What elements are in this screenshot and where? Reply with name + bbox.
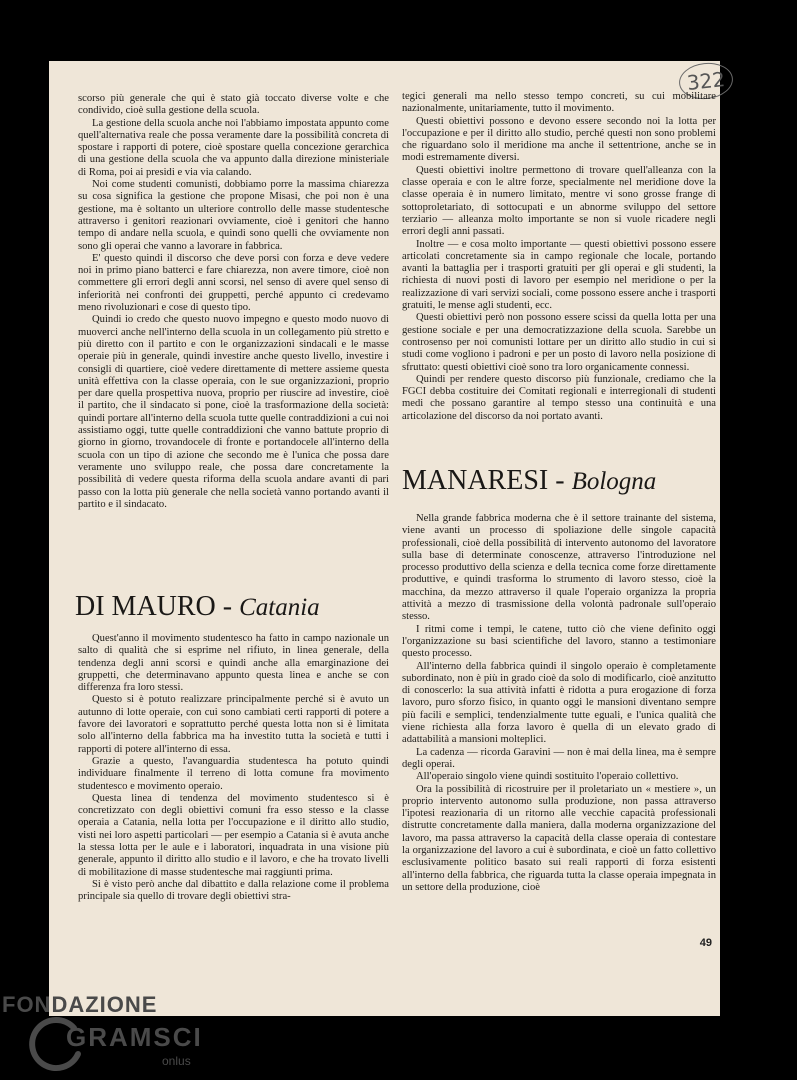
paragraph: Questa linea di tendenza del movimento studentesco si è concretizzato con degli obiettivi comuni fra esso stesso e la classe operaia a Catania, nella lotta per l'occupazione e il diritto allo studio, visti nei loro aspetti particolari — per esempio a Catania si è avuta anche la stessa lotta per le aule e i laboratori, inquadrata in una visione più generale, appunto il diritto allo studio e il lavoro, e che ha trovato livelli di mobilitazione di masse studentesche mai raggiunti prima. (78, 792, 389, 878)
paragraph: Grazie a questo, l'avanguardia studentesca ha potuto quindi individuare finalmente il terreno di lotta comune fra movimento studentesco e movimento operaio. (78, 755, 389, 792)
heading-dash: - (215, 591, 240, 622)
watermark-name: GRAMSCI (66, 1022, 203, 1052)
paragraph: E' questo quindi il discorso che deve porsi con forza e deve vedere noi in primo piano batterci e fare chiarezza, non avere timore, cioè non commettere gli errori degli anni scorsi, nel senso di avere quel senso di inferiorità nei confronti dei gruppetti, perché appunto ci credevamo meno rivoluzionari e cose di questo tipo. (78, 252, 389, 314)
paragraph: Quindi per rendere questo discorso più funzionale, crediamo che la FGCI debba costituire dei Comitati regionali e interregionali di studenti medi che possano garantire al tempo stesso una continuità e una articolazione del discorso da noi portato avanti. (402, 373, 716, 422)
column-right-bottom (402, 513, 716, 894)
section-heading-manaresi (402, 465, 656, 498)
document-page (49, 61, 727, 1016)
paragraph: Nella grande fabbrica moderna che è il settore trainante del sistema, viene avanti un processo di spoliazione delle singole capacità professionali, cioè della possibilità di intervento autonomo del lavoratore sulla base di determinate conoscenze, attraverso l'introduzione nel processo produttivo della scienza e della tecnica come forze direttamente produttive, e quindi trasforma lo strumento di lavoro stesso, cioè la macchina, da mezzo attraverso il quale l'operaio organizza la propria attività a mezzo di trasmissione della volontà padronale sull'operaio stesso. (402, 513, 716, 623)
speaker-city: Catania (239, 594, 320, 621)
speaker-name: MANARESI (402, 465, 549, 496)
paragraph: All'interno della fabbrica quindi il singolo operaio è completamente subordinato, non è più in grado cioè da solo di modificarlo, cioè anzitutto di conoscerlo: la sua attività infatti è ridotta a pura erogazione di forza lavoro, puro sforzo fisico, in quanto oggi le mansioni diventano sempre più facili e semplici, tendenzialmente tutte eguali, e l'unica qualità che viene richiesta alla forza lavoro è quella di un elevato grado di adattabilità a mansioni molteplici. (402, 660, 716, 746)
heading-dash: - (548, 465, 572, 496)
column-left-top (78, 93, 389, 511)
paragraph: All'operaio singolo viene quindi sostituito l'operaio collettivo. (416, 771, 679, 783)
paragraph: Questi obiettivi possono e devono essere secondo noi la lotta per l'occupazione e per il diritto allo studio, perché questi non sono problemi che riguardano solo il meridione ma anche il settentrione, anche se in modi estremamente diversi. (402, 115, 716, 164)
speaker-name: DI MAURO (75, 591, 216, 622)
paragraph: Questo si è potuto realizzare principalmente perché si è avuto un autunno di lotte operaie, con cui sono cambiati certi rapporti di potere a favore dei lavoratori e soprattutto perché questa lotta non si è limitata solo all'interno della fabbrica ma ha investito tutta la società e tutti i rapporti di potere all'interno di essa. (78, 694, 389, 755)
section-heading-dimauro (75, 591, 320, 624)
column-right-top (402, 91, 716, 423)
speaker-city: Bologna (571, 468, 657, 495)
column-left-bottom (78, 633, 389, 904)
paragraph: La gestione della scuola anche noi l'abbiamo impostata appunto come quell'alternativa reale che possa veramente dare la possibilità concreta di spostare i rapporti di potere, cioè spostare quella concezione gerarchica di una gestione della scuola che va appunto dalla direzione ministeriale di Roma, poi ai presidi e via via calando. (78, 117, 389, 178)
paragraph: Quindi io credo che questo nuovo impegno e questo modo nuovo di muoverci anche nell'interno della scuola in un collegamento più stretto e più diretto con il partito e con le organizzazioni sindacali e le masse operaie più in generale, quindi investire anche questo livello, investire i consigli di quartiere, cioè vedere direttamente di mettere assieme questa unità effettiva con la classe operaia, con le sue organizzazioni, proprio per dare quella prospettiva nuova, proprio per riuscire ad investire, cioè il partito, che il sindacato si pone, cioè la trasformazione della società: quindi portare all'interno della scuola tutte quelle contraddizioni a cui noi assistiamo oggi, tutte quelle contraddizioni che vanno battute proprio di giorno in giorno, trovandocele di fronte e portandocele all'interno della scuola con un tipo di azione che secondo me è l'unica che possa dare veramente uno sviluppo reale, che possa dare concretamente la possibilità di vedere questa riforma della scuola andare avanti di pari passo con la lotta più generale che nella società vanno portando avanti il partito e il sindacato. (78, 314, 389, 510)
paragraph: La cadenza — ricorda Garavini — non è mai della linea, ma è sempre degli operai. (402, 746, 716, 770)
paragraph: Si è visto però anche dal dibattito e dalla relazione come il problema principale sia quello di trovare degli obiettivi stra- (78, 878, 389, 903)
paragraph: Questi obiettivi però non possono essere scissi da quella lotta per una gestione sociale e per una democratizzazione della scuola. Sarebbe un controsenso per noi comunisti lottare per un diritto allo studio in cui si studi come vogliono i padroni e per un posto di lavoro nella posizione di sfruttato: questi obiettivi cioè sono tra loro organicamente connessi. (402, 312, 716, 373)
paragraph: scorso più generale che qui è stato già toccato diverse volte e che condivido, cioè sulla gestione della scuola. (78, 93, 389, 117)
paragraph: I ritmi come i tempi, le catene, tutto ciò che viene definito oggi l'organizzazione su basi scientifiche del lavoro, stanno a testimoniare questo processo. (402, 623, 716, 660)
watermark-foundation: FONDAZIONE (2, 992, 158, 1017)
paragraph: Noi come studenti comunisti, dobbiamo porre la massima chiarezza su cosa significa la gestione che propone Misasi, che poi non è una gestione, ma è soltanto un ulteriore controllo delle masse studentesche attraverso i genitori reazionari ovviamente, cioè i genitori che hanno tempo di andare nella scuola, e quindi sono quelli che ovviamente non sono gli operai che vanno a lavorare in fabbrica. (78, 179, 389, 252)
paragraph: Questi obiettivi inoltre permettono di trovare quell'alleanza con la classe operaia e con le altre forze, specialmente nel meridione dove la classe operaia è in numero limitato, mentre vi sono grosse frange di sottoproletariato, di sottocupati e un abnorme sviluppo del settore terziario — alleanza molto importante se non si vuole ricadere negli errori degli anni passati. (402, 164, 716, 238)
watermark-suffix: onlus (162, 1054, 191, 1068)
paragraph: Inoltre — e cosa molto importante — questi obiettivi possono essere articolati concretamente sia in campo regionale che locale, portando avanti la battaglia per i trasporti gratuiti per gli operai e gli studenti, la richiesta di nuovi posti di lavoro per esempio nel meridione o per la realizzazione di vari servizi sociali, come possono essere anche i trasporti gratuiti, le mense agli studenti, ecc. (402, 238, 716, 312)
paragraph: Ora la possibilità di ricostruire per il proletariato un « mestiere », un proprio intervento autonomo sulla produzione, non passa attraverso l'ipotesi reazionaria di un ritorno alle vecchie capacità professionali distrutte concretamente dalla maniera, dalla moderna organizzazione del lavoro, ma passa attraverso la capacità della classe operaia di contestare la organizzazione del lavoro a cui è subordinata, e cioè un fatto collettivo esclusivamente politico basato sui reali rapporti di forza esistenti all'interno della fabbrica, che riguarda tutta la classe operaia impegnata in un settore della produzione, cioè (402, 783, 716, 893)
archive-watermark (2, 992, 202, 1078)
page-number: 49 (699, 937, 712, 949)
archive-number: 322 (677, 60, 734, 101)
paragraph: Quest'anno il movimento studentesco ha fatto in campo nazionale un salto di qualità che si esprime nel rifiuto, in linea generale, della tendenza degli anni scorsi e quindi anche alla emarginazione dei gruppetti, che determinavano appunto questa linea e anche se con differenza fra loro stessi. (78, 633, 389, 694)
paragraph: tegici generali ma nello stesso tempo concreti, su cui mobilitare nazionalmente, unitariamente, tutto il movimento. (402, 91, 716, 115)
